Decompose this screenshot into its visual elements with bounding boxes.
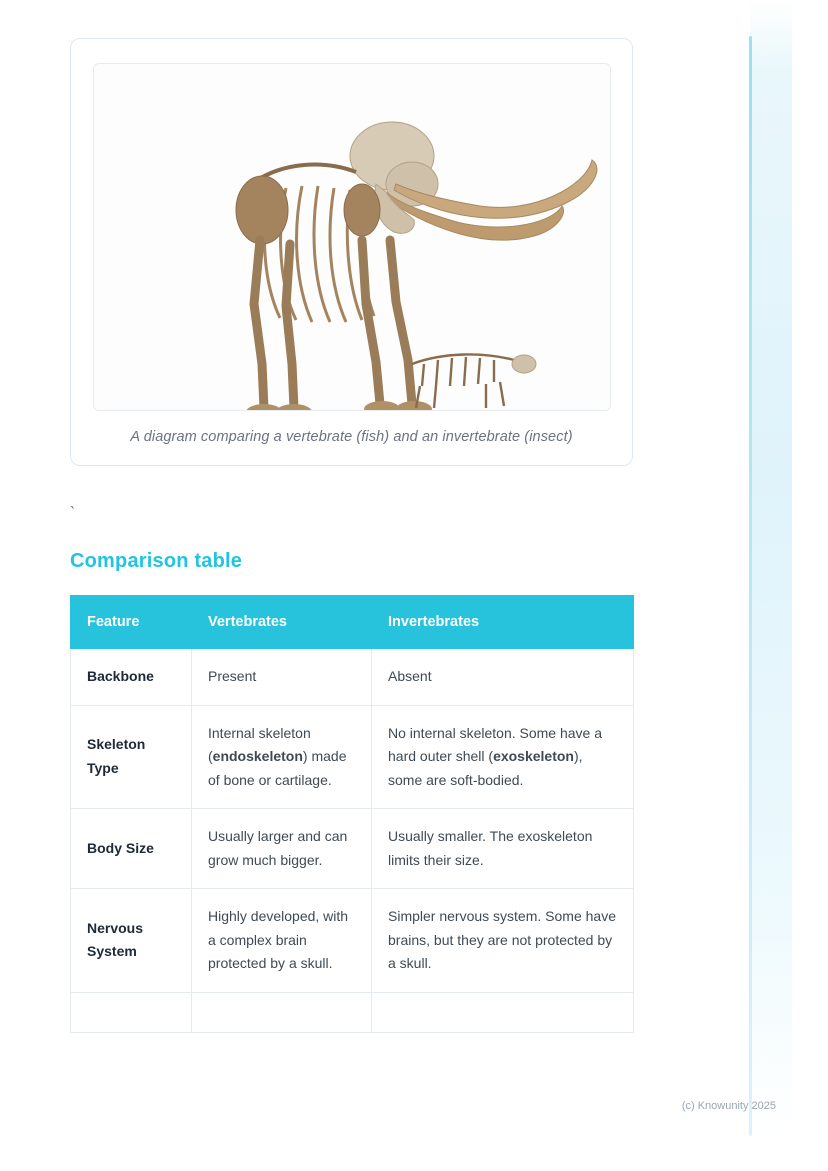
cell-feature: Backbone xyxy=(71,649,192,706)
table-row xyxy=(71,809,634,889)
document-content xyxy=(70,38,633,1033)
figure-caption: A diagram comparing a vertebrate (fish) and an invertebrate (insect) xyxy=(130,429,573,445)
figure-image-frame xyxy=(93,63,611,411)
cell-invertebrates: Usually smaller. The exoskeleton limits their size. xyxy=(372,809,634,889)
cell-text-bold: exoskeleton xyxy=(493,748,574,765)
column-header-invertebrates: Invertebrates xyxy=(372,596,634,649)
column-header-feature: Feature xyxy=(71,596,192,649)
column-header-vertebrates: Vertebrates xyxy=(192,596,372,649)
footer-copyright: (c) Knowunity 2025 xyxy=(681,1100,776,1112)
cell-feature: Nervous System xyxy=(71,889,192,993)
mammoth-skeleton-image xyxy=(94,64,611,411)
cell-text-bold: endoskeleton xyxy=(212,748,303,765)
cell-text-pre: Internal skeleton ( xyxy=(208,724,311,765)
cell-vertebrates: Highly developed, with a complex brain protected by a skull. xyxy=(192,889,372,993)
cell-text-post: ), some are soft-bodied. xyxy=(388,748,583,788)
stray-backtick-text: ` xyxy=(70,504,75,521)
cell-vertebrates: Present xyxy=(192,649,372,706)
table-row xyxy=(71,889,634,993)
cell-invertebrates xyxy=(372,992,634,1032)
cell-invertebrates: Absent xyxy=(372,649,634,706)
cell-invertebrates xyxy=(372,705,634,809)
comparison-table xyxy=(70,595,634,1033)
cell-feature: Body Size xyxy=(71,809,192,889)
cell-text-pre: No internal skeleton. Some have a hard outer shell ( xyxy=(388,724,603,765)
figure-card xyxy=(70,38,633,466)
cell-feature: Skeleton Type xyxy=(71,705,192,809)
cell-vertebrates xyxy=(192,992,372,1032)
cell-invertebrates: Simpler nervous system. Some have brains, but they are not protected by a skull. xyxy=(372,889,634,993)
cell-vertebrates: Usually larger and can grow much bigger. xyxy=(192,809,372,889)
table-header-row xyxy=(71,596,634,649)
page-edge-rule xyxy=(749,36,752,1136)
cell-vertebrates xyxy=(192,705,372,809)
table-row-partial xyxy=(71,992,634,1032)
section-heading-comparison-table: Comparison table xyxy=(70,550,243,572)
table-row xyxy=(71,649,634,706)
page-edge-gradient xyxy=(750,0,792,1171)
cell-feature xyxy=(71,992,192,1032)
cell-text-post: ) made of bone or cartilage. xyxy=(208,748,347,788)
table-row xyxy=(71,705,634,809)
